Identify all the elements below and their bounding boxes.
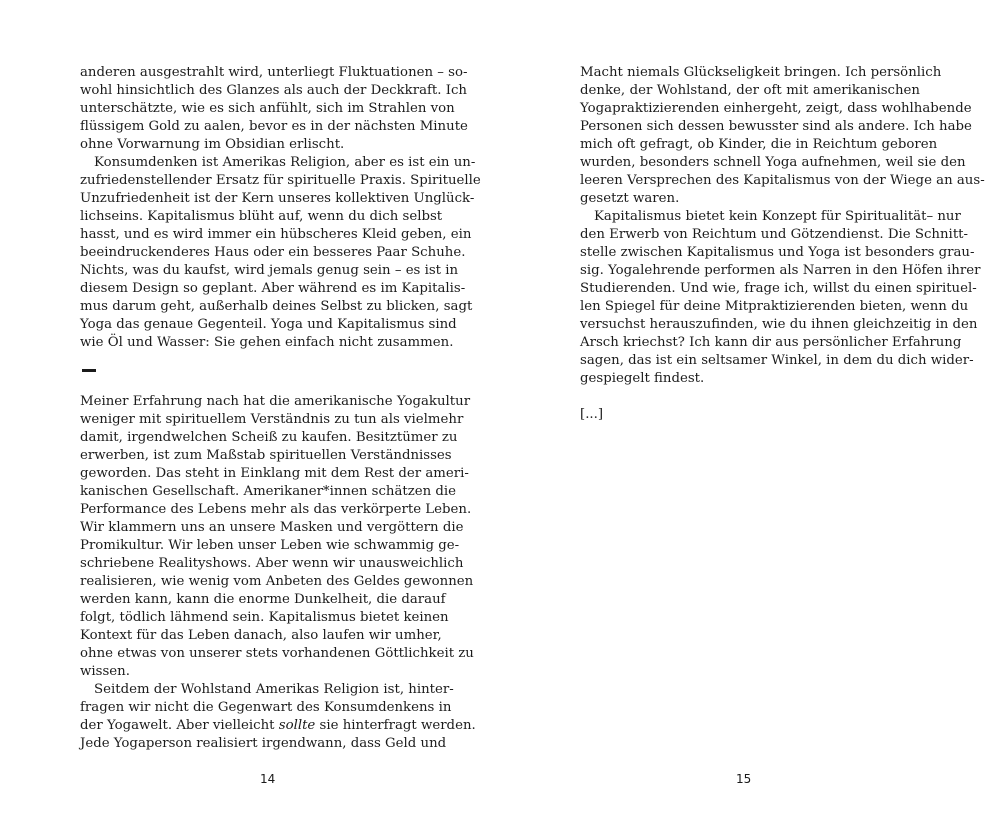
text-line: Studierenden. Und wie, frage ich, willst du einen spirituel- [580, 281, 977, 296]
text-line: mus darum geht, außerhalb deines Selbst zu blicken, sagt [80, 299, 473, 314]
text-line: unterschätzte, wie es sich anfühlt, sich im Strahlen von [80, 101, 455, 116]
paragraph [80, 154, 481, 352]
text-line: Yoga das genaue Gegenteil. Yoga und Kapitalismus sind [80, 317, 457, 332]
text-line: hasst, und es wird immer ein hübscheres Kleid geben, ein [80, 227, 472, 242]
text-line: leeren Versprechen des Kapitalismus von der Wiege an aus- [580, 173, 985, 188]
text-line: Wir klammern uns an unsere Masken und vergöttern die [80, 519, 464, 535]
text-line: weniger mit spirituellem Verständnis zu tun als vielmehr [80, 411, 464, 427]
text-line: zufriedenstellender Ersatz für spirituelle Praxis. Spirituelle [80, 173, 481, 188]
text-line: wohl hinsichtlich des Glanzes als auch der Deckkraft. Ich [80, 83, 467, 98]
text-line: Personen sich dessen bewusster sind als andere. Ich habe [580, 119, 972, 134]
text-line: gespiegelt findest. [580, 371, 705, 386]
text-line: fragen wir nicht die Gegenwart des Konsumdenkens in [80, 699, 452, 715]
text-fragment: der Yogawelt. Aber vielleicht [80, 717, 275, 733]
text-line: diesem Design so geplant. Aber während es im Kapitalis- [80, 281, 466, 296]
text-line: beeindruckenderes Haus oder ein besseres Paar Schuhe. [80, 245, 466, 260]
text-line: ohne etwas von unserer stets vorhandenen Göttlichkeit zu [80, 645, 474, 661]
right-page [500, 0, 1000, 820]
text-line: anderen ausgestrahlt wird, unterliegt Fluktuationen – so- [80, 65, 468, 80]
text-fragment: sie hinterfragt werden. [319, 717, 476, 733]
text-line: Performance des Lebens mehr als das verkörperte Leben. [80, 501, 472, 517]
text-line: schriebene Realityshows. Aber wenn wir unausweichlich [80, 555, 464, 571]
text-line: Macht niemals Glückseligkeit bringen. Ich persönlich [580, 65, 942, 80]
text-line: Jede Yogaperson realisiert irgendwann, dass Geld und [80, 735, 447, 751]
text-line: Arsch kriechst? Ich kann dir aus persönlicher Erfahrung [580, 335, 962, 350]
text-line: werden kann, kann die enorme Dunkelheit, die darauf [80, 591, 446, 607]
omission-mark: [...] [580, 407, 604, 422]
page-number: 14 [260, 772, 276, 786]
text-line: Meiner Erfahrung nach hat die amerikanische Yogakultur [80, 393, 471, 409]
text-line: Promikultur. Wir leben unser Leben wie schwammig ge- [80, 537, 460, 553]
text-line: ohne Vorwarnung im Obsidian erlischt. [80, 137, 345, 152]
paragraph [580, 64, 985, 208]
text-line: wurden, besonders schnell Yoga aufnehmen, weil sie den [580, 155, 966, 170]
paragraph [80, 64, 468, 154]
text-line: erwerben, ist zum Maßstab spirituellen Verständnisses [80, 447, 452, 463]
text-line: Nichts, was du kaufst, wird jemals genug sein – es ist in [80, 263, 459, 278]
text-line: len Spiegel für deine Mitpraktizierenden bieten, wenn du [580, 299, 969, 314]
emphasis-word: sollte [278, 717, 316, 733]
text-line: gesetzt waren. [580, 191, 680, 206]
text-line: Unzufriedenheit ist der Kern unseres kollektiven Unglück- [80, 191, 475, 206]
text-line: wissen. [80, 663, 130, 679]
text-line: den Erwerb von Reichtum und Götzendienst. Die Schnitt- [580, 227, 968, 242]
text-line: denke, der Wohlstand, der oft mit amerikanischen [580, 83, 920, 98]
text-line: Yogapraktizierenden einhergeht, zeigt, dass wohlhabende [580, 101, 972, 116]
text-line: sagen, das ist ein seltsamer Winkel, in dem du dich wider- [580, 353, 974, 368]
paragraph [580, 208, 981, 388]
text-line: stelle zwischen Kapitalismus und Yoga ist besonders grau- [580, 245, 975, 260]
paragraph [80, 681, 476, 753]
text-line: wie Öl und Wasser: Sie gehen einfach nicht zusammen. [80, 335, 454, 350]
text-line: realisieren, wie wenig vom Anbeten des Geldes gewonnen [80, 573, 474, 589]
text-line: mich oft gefragt, ob Kinder, die in Reichtum geboren [580, 137, 938, 152]
text-line: lichseins. Kapitalismus blüht auf, wenn du dich selbst [80, 209, 443, 224]
text-line: flüssigem Gold zu aalen, bevor es in der nächsten Minute [80, 119, 468, 134]
text-line: folgt, tödlich lähmend sein. Kapitalismus bietet keinen [80, 609, 449, 625]
text-line: kanischen Gesellschaft. Amerikaner*innen schätzen die [80, 483, 457, 499]
text-line: Kapitalismus bietet kein Konzept für Spiritualität– nur [594, 209, 961, 224]
paragraph [80, 393, 474, 681]
text-line: sig. Yogalehrende performen als Narren in den Höfen ihrer [580, 263, 981, 278]
text-line [80, 717, 476, 735]
left-text-column [80, 64, 481, 753]
text-line: geworden. Das steht in Einklang mit dem Rest der ameri- [80, 465, 469, 481]
page-number: 15 [736, 772, 752, 786]
text-line: Konsumdenken ist Amerikas Religion, aber es ist ein un- [94, 155, 476, 170]
text-line: Kontext für das Leben danach, also laufen wir umher, [80, 627, 442, 643]
text-line: damit, irgendwelchen Scheiß zu kaufen. Besitztümer zu [80, 429, 458, 445]
text-line: versuchst herauszufinden, wie du ihnen gleichzeitig in den [580, 317, 978, 332]
text-line: Seitdem der Wohlstand Amerikas Religion ist, hinter- [94, 681, 454, 697]
right-text-column [580, 64, 985, 424]
